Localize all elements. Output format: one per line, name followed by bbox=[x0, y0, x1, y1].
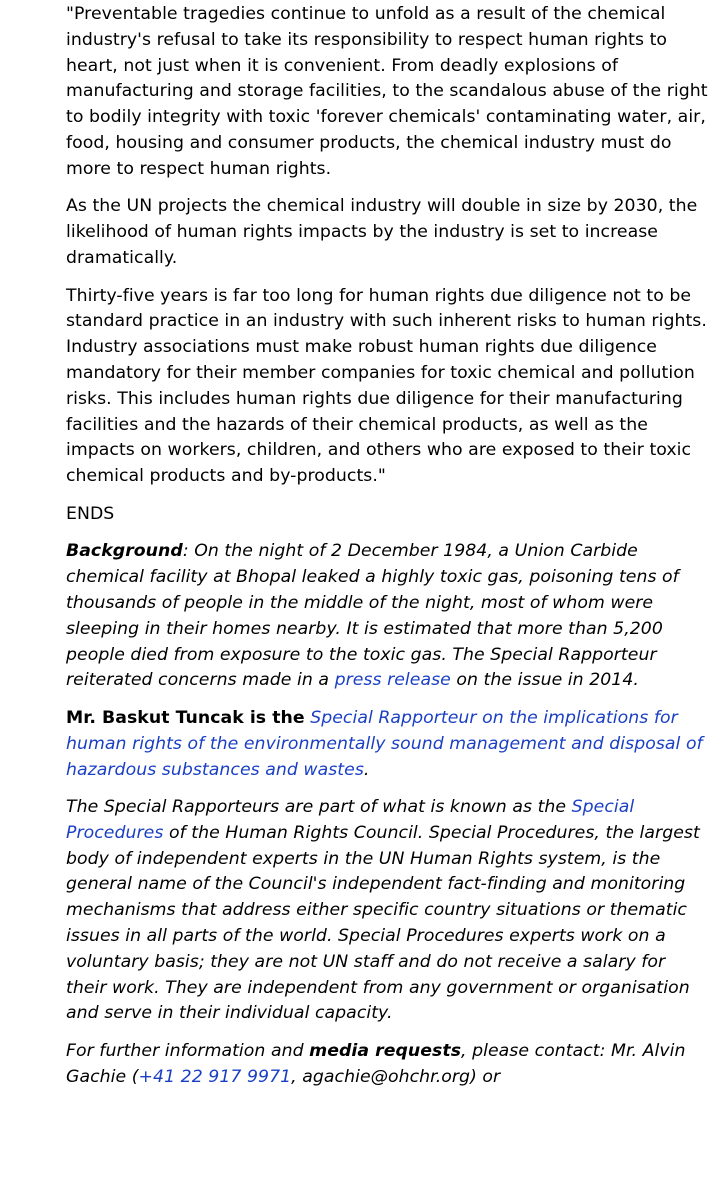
phone-link[interactable]: +41 22 917 9971 bbox=[138, 1066, 292, 1087]
contact-paragraph bbox=[66, 1039, 711, 1091]
rapporteur-name: Mr. Baskut Tuncak is the bbox=[66, 707, 305, 728]
special-procedures-paragraph bbox=[66, 795, 711, 1027]
contact-text-start: For further information and bbox=[66, 1041, 310, 1062]
rapporteur-paragraph bbox=[66, 706, 711, 783]
special-procedures-link[interactable]: Special Procedures bbox=[66, 797, 635, 843]
contact-text-middle: , please contact: Mr. Alvin Gachie ( bbox=[66, 1041, 686, 1087]
special-procedures-text: of the Human Rights Council. Special Procedures, the largest body of independent experts in the UN Human Rights system, is the general name of the Council's independent fact-finding and monitoring mechanisms that address either specific country situations or thematic issues in all parts of the world. Special Procedures experts work on a voluntary basis; they are not UN staff and do not receive a salary for their work. They are independent from any government or organisation and serve in their individual capacity. bbox=[66, 822, 700, 1024]
background-paragraph bbox=[66, 539, 711, 694]
ends-marker: ENDS bbox=[66, 503, 115, 524]
press-release-link[interactable]: press release bbox=[334, 670, 451, 691]
media-requests-label: media requests bbox=[309, 1041, 462, 1062]
article-body bbox=[66, 2, 711, 1102]
special-rapporteur-mandate-link[interactable]: Special Rapporteur on the implications for human rights of the environmentally sound management and disposal of hazardous substances and wastes bbox=[66, 707, 703, 780]
background-text-end: on the issue in 2014. bbox=[450, 670, 639, 691]
background-label: Background bbox=[66, 541, 183, 562]
special-procedures-text-start: The Special Rapporteurs are part of what is known as the bbox=[66, 797, 572, 818]
contact-text-end: , agachie@ohchr.org) or bbox=[291, 1066, 501, 1087]
quote-paragraph-1: "Preventable tragedies continue to unfold as a result of the chemical industry's refusal to take its responsibility to respect human rights to heart, not just when it is convenient. From deadly explosions of manufacturing and storage facilities, to the scandalous abuse of the right to bodily integrity with toxic 'forever chemicals' contaminating water, air, food, housing and consumer products, the chemical industry must do more to respect human rights. bbox=[66, 4, 708, 179]
quote-paragraph-2: As the UN projects the chemical industry will double in size by 2030, the likelihood of human rights impacts by the industry is set to increase dramatically. bbox=[66, 196, 698, 268]
background-text: : On the night of 2 December 1984, a Union Carbide chemical facility at Bhopal leaked a highly toxic gas, poisoning tens of thousands of people in the middle of the night, most of whom were sleeping in their homes nearby. It is estimated that more than 5,200 people died from exposure to the toxic gas. The Special Rapporteur reiterated concerns made in a bbox=[66, 541, 679, 691]
rapporteur-end: . bbox=[363, 759, 370, 780]
quote-paragraph-3: Thirty-five years is far too long for human rights due diligence not to be standard practice in an industry with such inherent risks to human rights. Industry associations must make robust human rights due diligence mandatory for their member companies for toxic chemical and pollution risks. This includes human rights due diligence for their manufacturing facilities and the hazards of their chemical products, as well as the impacts on workers, children, and others who are exposed to their toxic chemical products and by-products." bbox=[66, 285, 707, 487]
